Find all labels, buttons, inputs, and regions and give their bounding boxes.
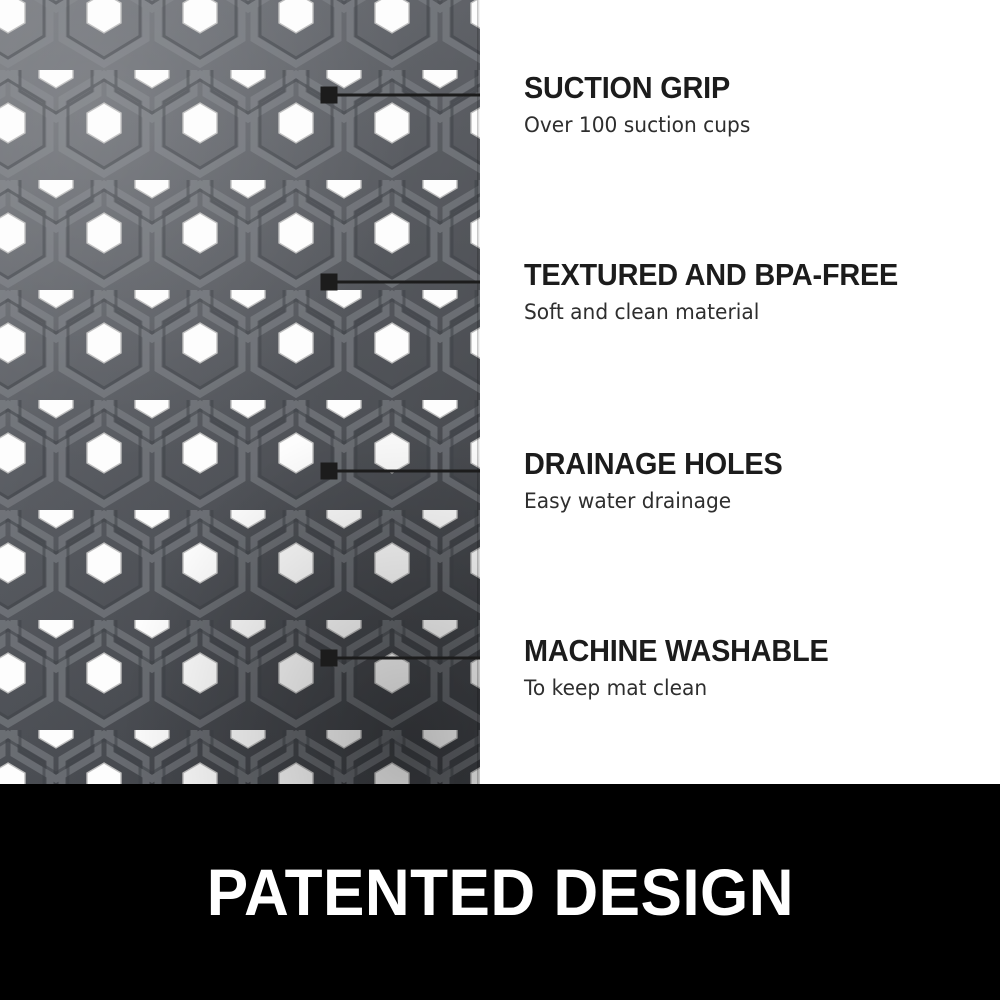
banner-text: PATENTED DESIGN (206, 855, 794, 929)
feature-subtitle: Over 100 suction cups (524, 113, 751, 137)
feature-subtitle: Easy water drainage (524, 489, 732, 513)
bottom-banner (0, 784, 1000, 1000)
feature-item-suction-grip (524, 72, 994, 137)
feature-title: DRAINAGE HOLES (524, 446, 783, 481)
feature-title: SUCTION GRIP (524, 70, 731, 105)
honeycomb-pattern (0, 0, 480, 784)
feature-subtitle: To keep mat clean (524, 676, 708, 700)
feature-title: TEXTURED AND BPA-FREE (524, 257, 899, 292)
product-photo (0, 0, 480, 784)
feature-title: MACHINE WASHABLE (524, 633, 829, 668)
feature-list (480, 0, 1000, 784)
feature-subtitle: Soft and clean material (524, 300, 760, 324)
feature-item-textured-bpa-free (524, 259, 994, 324)
feature-item-drainage-holes (524, 448, 994, 513)
feature-item-machine-washable (524, 635, 994, 700)
